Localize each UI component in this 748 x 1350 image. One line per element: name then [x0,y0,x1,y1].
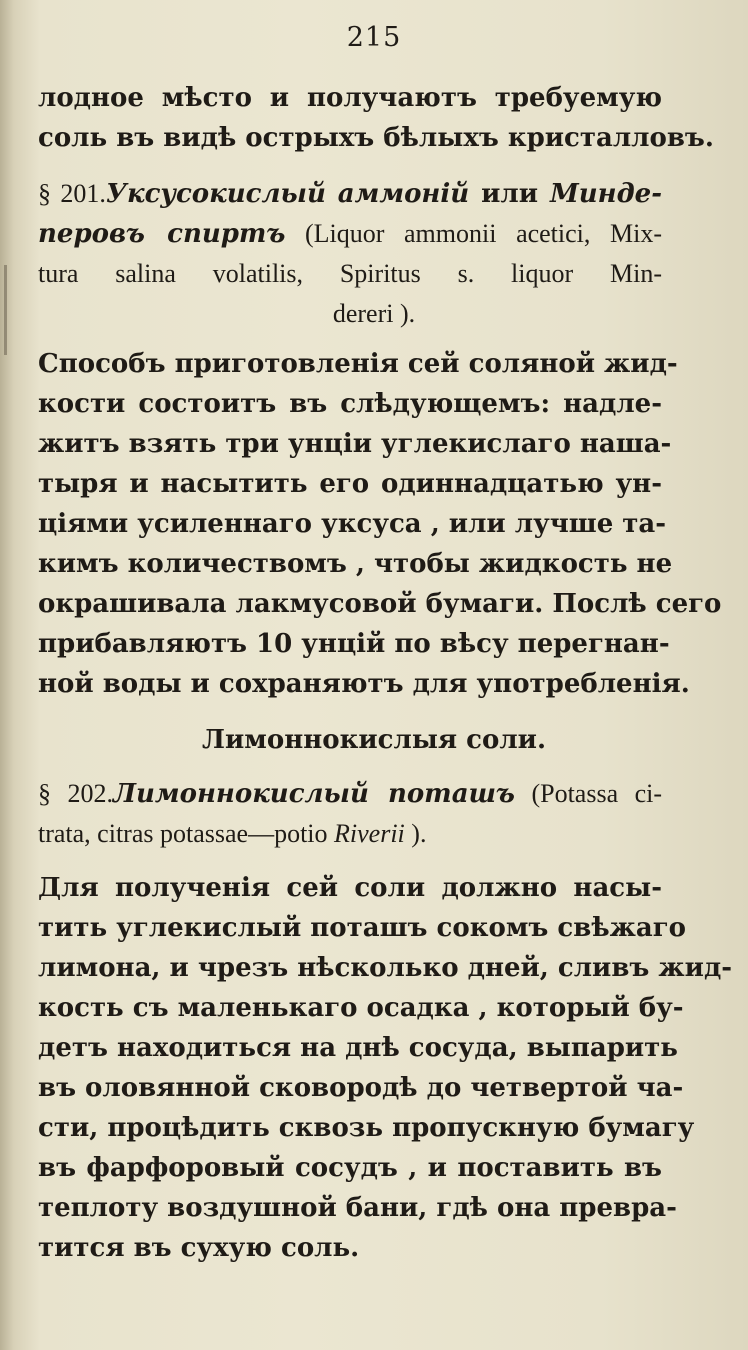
section-201-heading-line-3: tura salina volatilis, Spiritus s. liquor Min- [38,259,662,288]
body-line: сти, процѣдить сквозь пропускную бумагу [38,1113,695,1143]
body-line: тыря и насытить его одиннадцатью ун- [38,469,662,499]
body-line: кости состоитъ въ слѣдующемъ: надле- [38,389,662,419]
body-line: Для полученія сей соли должно насы- [38,873,662,903]
body-line: лимона, и чрезъ нѣсколько дней, сливъ жид- [38,953,733,983]
section-202-heading-line-2 [38,814,662,854]
section-number: § 202. [38,779,113,808]
heading-text: (Liquor ammonii acetici, Mix- [285,219,663,248]
subtitle: Лимоннокислыя соли. [202,725,546,755]
body-line: въ оловянной сковородѣ до четвертой ча- [38,1073,684,1103]
heading-italic: Лимоннокислый поташъ [112,779,515,809]
section-201-heading-line-2 [38,214,662,254]
heading-italic: Riverii [334,819,405,848]
body-line: въ фарфоровый сосудъ , и поставить въ [38,1153,662,1183]
heading-text: ). [404,819,427,848]
body-line: тится въ сухую соль. [38,1233,360,1263]
heading-italic: Минде- [549,179,662,209]
page-number: 215 [346,22,402,53]
section-202-heading-line-1 [38,774,662,814]
text-line: соль въ видѣ острыхъ бѣлыхъ кристалловъ. [38,123,714,153]
body-line: прибавляютъ 10 унцій по вѣсу перегнан- [38,629,670,659]
body-line: кимъ количествомъ , чтобы жидкость не [38,549,673,579]
body-line: тить углекислый поташъ сокомъ свѣжаго [38,913,686,943]
body-line: Способъ приготовленія сей соляной жид- [38,349,678,379]
body-line: теплоту воздушной бани, гдѣ она превра- [38,1193,677,1223]
body-line: окрашивала лакмусовой бумаги. Послѣ сего [38,589,722,619]
body-line: житъ взять три унціи углекислаго наша- [38,429,672,459]
heading-italic: перовъ спиртъ [38,219,286,249]
body-line: кость съ маленькаго осадка , который бу- [38,993,684,1023]
body-line: ціями усиленнаго уксуса , или лучше та- [38,509,667,539]
body-line: ной воды и сохраняютъ для употребленія. [38,669,690,699]
heading-text: (Potassa ci- [514,779,663,808]
heading-italic: Уксусокислый аммоній [105,179,470,209]
section-201-heading-line-4: dereri ). [332,299,416,328]
heading-text: trata, citras potassae—potio [38,819,335,848]
heading-text: или [469,179,550,209]
text-line: лодное мѣсто и получаютъ требуемую [38,83,662,113]
body-line: детъ находиться на днѣ сосуда, выпарить [38,1033,678,1063]
section-201-heading-line-1 [38,174,662,214]
section-number: § 201. [38,179,106,208]
